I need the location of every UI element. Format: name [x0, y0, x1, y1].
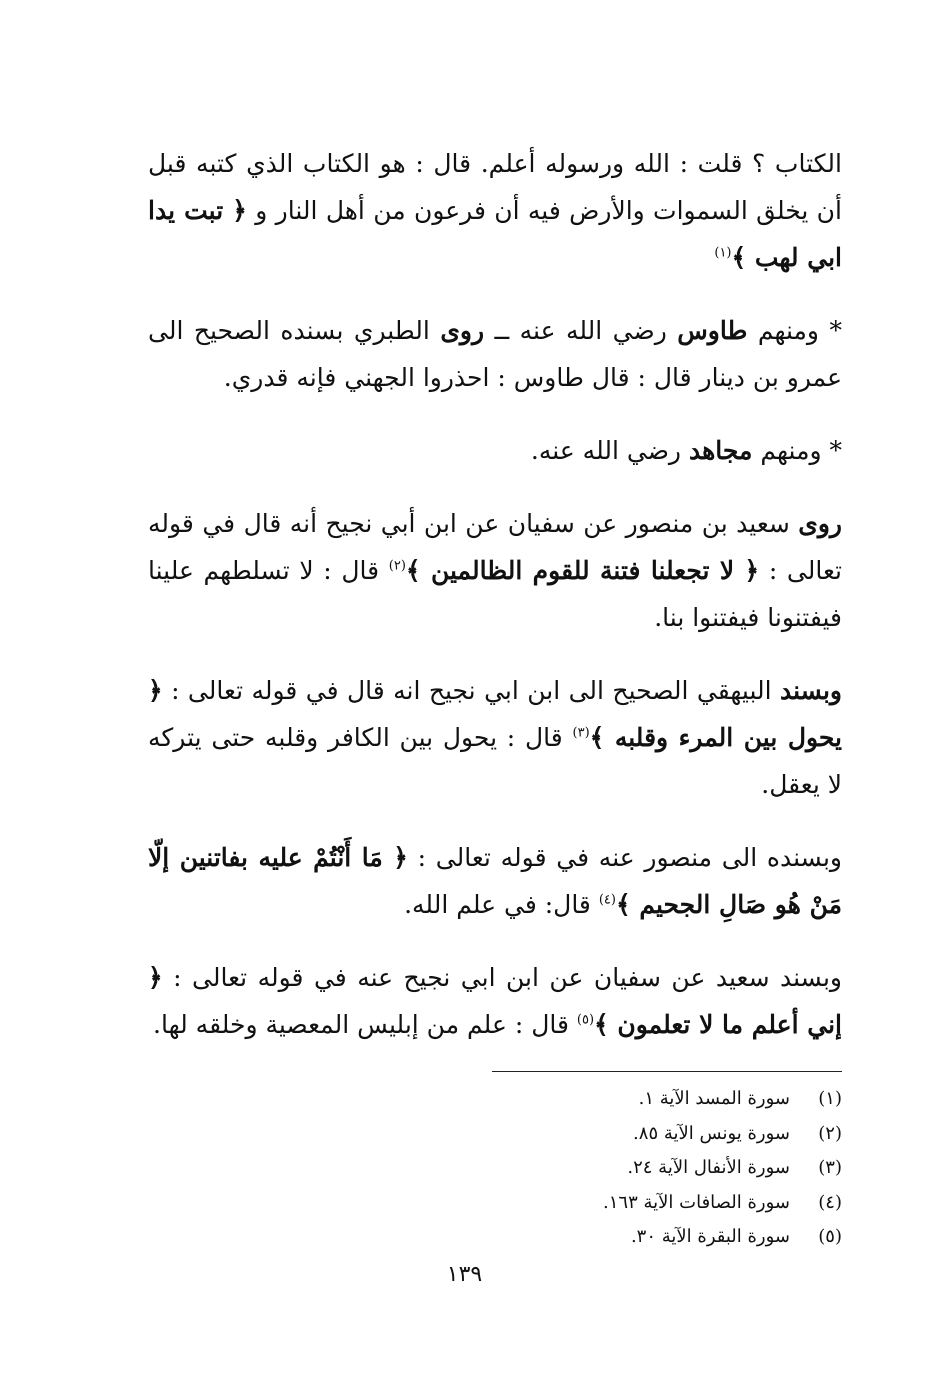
footnote-divider: [492, 1071, 842, 1072]
footnote-ref: (٣): [572, 725, 590, 741]
text-segment: قال : علم من إبليس المعصية وخلقه لها.: [153, 1010, 577, 1039]
footnote-number: (٥): [818, 1226, 842, 1247]
footnote-text: سورة المسد الآية ١.: [638, 1088, 790, 1109]
text-segment: الكتاب ؟ قلت : الله ورسوله أعلم. قال : هو الكتاب الذي كتبه قبل أن يخلق السموات والأرض فيه أن فرعون من أهل النار و: [148, 149, 842, 225]
bold-keyword: روى: [798, 509, 842, 538]
footnote-number: (٣): [818, 1157, 842, 1178]
text-segment: قال : يحول بين الكافر وقلبه حتى يتركه لا يعقل.: [148, 723, 842, 799]
text-segment: رضي الله عنه.: [530, 436, 689, 465]
bold-keyword: روى: [440, 316, 485, 345]
quran-quote: ﴿ إني أعلم ما لا تعلمون ﴾: [148, 963, 842, 1039]
main-text: [148, 140, 842, 1074]
paragraph: [148, 500, 842, 641]
paragraph: [148, 307, 842, 401]
text-segment: وبسنده الى منصور عنه في قوله تعالى :: [407, 843, 842, 872]
footnotes: [470, 1082, 842, 1255]
footnote-item: [470, 1186, 842, 1221]
text-segment: * ومنهم: [747, 316, 842, 345]
page-number: ١٣٩: [446, 1262, 483, 1287]
footnote-item: [470, 1117, 842, 1152]
footnote-text: سورة البقرة الآية ٣٠.: [630, 1226, 790, 1247]
text-segment: رضي الله عنه ــ: [484, 316, 678, 345]
quran-quote: ﴿ تبت يدا ابي لهب ﴾: [148, 196, 842, 272]
quran-quote: ﴿ يحول بين المرء وقلبه ﴾: [148, 676, 842, 752]
footnote-item: [470, 1220, 842, 1255]
bold-name: طاوس: [677, 316, 748, 345]
text-segment: الطبري بسنده الصحيح الى عمرو بن دينار قال : قال طاوس : احذروا الجهني فإنه قدري.: [148, 316, 842, 392]
paragraph: [148, 834, 842, 928]
quran-quote: ﴿ لا تجعلنا فتنة للقوم الظالمين ﴾: [405, 556, 760, 585]
footnote-ref: (٢): [388, 558, 406, 574]
bold-keyword: وبسند: [780, 676, 842, 705]
text-segment: وبسند سعيد عن سفيان عن ابن ابي نجيح عنه في قوله تعالى :: [162, 963, 842, 992]
footnote-item: [470, 1151, 842, 1186]
text-segment: قال: في علم الله.: [404, 890, 599, 919]
text-segment: قال : لا تسلطهم علينا فيفتنونا فيفتنوا بنا.: [148, 556, 842, 632]
footnote-text: سورة الصافات الآية ١٦٣.: [603, 1191, 790, 1213]
paragraph: [148, 954, 842, 1048]
bold-name: مجاهد: [688, 436, 753, 465]
footnote-ref: (٤): [598, 892, 616, 908]
paragraph: [148, 427, 842, 474]
footnote-text: سورة الأنفال الآية ٢٤.: [627, 1157, 790, 1178]
footnote-number: (٢): [818, 1122, 842, 1144]
footnote-text: سورة يونس الآية ٨٥.: [633, 1122, 790, 1144]
paragraph: [148, 140, 842, 281]
text-segment: البيهقي الصحيح الى ابن ابي نجيح انه قال في قوله تعالى :: [162, 676, 780, 705]
footnote-number: (٤): [818, 1191, 842, 1213]
text-segment: * ومنهم: [752, 436, 842, 465]
footnote-item: [470, 1082, 842, 1117]
paragraph: [148, 667, 842, 808]
footnote-number: (١): [818, 1088, 842, 1109]
quran-quote: ﴿ مَا أَنْتُمْ عليه بفاتنين إلّا مَنْ هُو صَالِ الجحيم ﴾: [148, 843, 842, 919]
text-segment: سعيد بن منصور عن سفيان عن ابن أبي نجيح أنه قال في قوله تعالى :: [148, 509, 842, 585]
footnote-ref: (٥): [576, 1012, 595, 1028]
footnote-ref: (١): [714, 245, 732, 261]
